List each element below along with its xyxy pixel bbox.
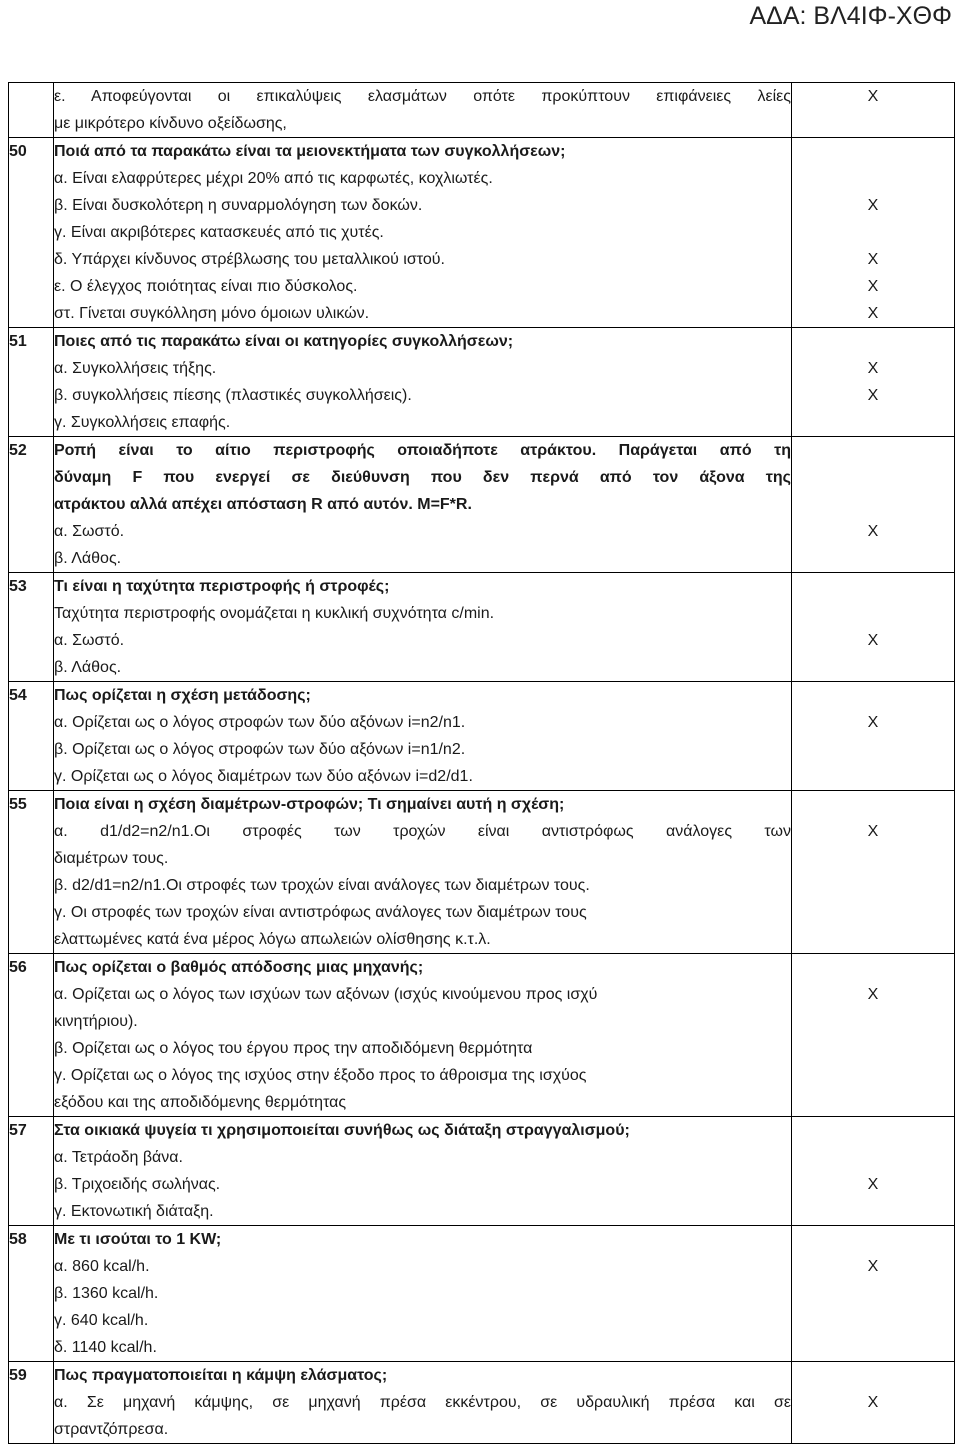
answer-mark [792, 1089, 954, 1116]
answer-mark [792, 682, 954, 709]
answer-mark [792, 464, 954, 491]
answer-mark: X [867, 88, 879, 105]
answer-mark [792, 736, 954, 763]
answer-mark [792, 845, 954, 872]
answer-line: γ. 640 kcal/h. [54, 1312, 149, 1329]
answer-mark [792, 328, 954, 355]
question-text-cell [54, 328, 792, 437]
answer-line: α. Σωστό. [54, 632, 125, 649]
answer-line: δ. 1140 kcal/h. [54, 1339, 157, 1356]
question-row [9, 573, 955, 682]
question-number [9, 954, 54, 1117]
answer-mark: X [867, 360, 879, 377]
answer-line: α. Τετράοδη βάνα. [54, 1149, 183, 1166]
question-row [9, 1117, 955, 1226]
question-line: Πως ορίζεται ο βαθμός απόδοσης μιας μηχανής; [54, 959, 424, 976]
answer-mark [792, 763, 954, 790]
answer-line: εξόδου και της αποδιδόμενης θερμότητας [54, 1094, 347, 1111]
answer-mark [792, 1280, 954, 1307]
answer-mark-cell [792, 1362, 955, 1444]
question-number [9, 83, 54, 138]
answer-mark: X [867, 197, 879, 214]
question-row [9, 328, 955, 437]
question-number-text: 53 [9, 578, 27, 595]
question-number-text: 55 [9, 796, 27, 813]
answer-mark [792, 219, 954, 246]
answer-line: γ. Ορίζεται ως ο λόγος διαμέτρων των δύο αξόνων i=d2/d1. [54, 768, 473, 785]
question-number [9, 573, 54, 682]
question-number-text: 56 [9, 959, 27, 976]
question-line: ατράκτου αλλά απέχει απόσταση R από αυτόν. M=F*R. [54, 496, 472, 513]
question-number [9, 437, 54, 573]
question-number-text: 52 [9, 442, 27, 459]
question-number-text: 57 [9, 1122, 27, 1139]
answer-line: στ. Γίνεται συγκόλληση μόνο όμοιων υλικών. [54, 305, 370, 322]
answer-mark [792, 110, 954, 137]
answer-mark [792, 1416, 954, 1443]
answer-line: α. Είναι ελαφρύτερες μέχρι 20% από τις καρφωτές, κοχλιωτές. [54, 170, 493, 187]
question-number-text [9, 83, 53, 110]
answer-mark [792, 1334, 954, 1361]
answer-line: β. Είναι δυσκολότερη η συναρμολόγηση των δοκών. [54, 197, 423, 214]
answer-mark [792, 165, 954, 192]
answer-mark [792, 654, 954, 681]
question-text-cell [54, 573, 792, 682]
answer-mark [792, 491, 954, 518]
answer-line: α. Ορίζεται ως ο λόγος των ισχύων των αξόνων (ισχύς κινούμενου προς ισχύ [54, 986, 598, 1003]
question-line: Ροπή είναι το αίτιο περιστροφής οποιαδήποτε ατράκτου. Παράγεται από τη [54, 442, 791, 459]
answer-mark-cell [792, 1226, 955, 1362]
question-row [9, 1226, 955, 1362]
answer-line: ε. Αποφεύγονται οι επικαλύψεις ελασμάτων οπότε προκύπτουν επιφάνειες λείες [54, 88, 791, 105]
question-row [9, 791, 955, 954]
question-line: Πως ορίζεται η σχέση μετάδοσης; [54, 687, 311, 704]
answer-mark-cell [792, 138, 955, 328]
question-row [9, 682, 955, 791]
answer-mark: X [867, 1176, 879, 1193]
answer-mark-cell [792, 791, 955, 954]
question-text-cell [54, 954, 792, 1117]
answer-mark: X [867, 1394, 879, 1411]
question-number [9, 328, 54, 437]
answer-line: ε. Ο έλεγχος ποιότητας είναι πιο δύσκολος. [54, 278, 358, 295]
answer-line: γ. Είναι ακριβότερες κατασκευές από τις χυτές. [54, 224, 384, 241]
question-line: Με τι ισούται το 1 KW; [54, 1231, 222, 1248]
answer-mark [792, 954, 954, 981]
answer-line: α. d1/d2=n2/n1.Οι στροφές των τροχών είναι αντιστρόφως ανάλογες των [54, 823, 791, 840]
answer-mark: X [867, 523, 879, 540]
question-number [9, 682, 54, 791]
question-number-text: 59 [9, 1367, 27, 1384]
answer-line: α. Σωστό. [54, 523, 125, 540]
answer-mark [792, 791, 954, 818]
question-text-cell [54, 791, 792, 954]
answer-mark: X [867, 632, 879, 649]
answer-line: γ. Εκτονωτική διάταξη. [54, 1203, 214, 1220]
question-number [9, 791, 54, 954]
answer-mark: X [867, 714, 879, 731]
answer-line: β. 1360 kcal/h. [54, 1285, 159, 1302]
question-number-text: 54 [9, 687, 27, 704]
answer-mark: X [867, 305, 879, 322]
answer-line: γ. Συγκολλήσεις επαφής. [54, 414, 231, 431]
answer-line: με μικρότερο κίνδυνο οξείδωσης, [54, 115, 287, 132]
question-text-cell [54, 1362, 792, 1444]
answer-mark [792, 545, 954, 572]
answer-mark [792, 1198, 954, 1225]
answer-line: α. 860 kcal/h. [54, 1258, 150, 1275]
answer-line: στραντζόπρεσα. [54, 1421, 169, 1438]
answer-mark [792, 1226, 954, 1253]
answer-mark [792, 872, 954, 899]
answer-mark [792, 1062, 954, 1089]
answer-mark: X [867, 986, 879, 1003]
answer-mark-cell [792, 573, 955, 682]
question-line: δύναμη F που ενεργεί σε διεύθυνση που δεν περνά από τον άξονα της [54, 469, 791, 486]
answer-line: Ταχύτητα περιστροφής ονομάζεται η κυκλική συχνότητα c/min. [54, 605, 495, 622]
question-line: Τι είναι η ταχύτητα περιστροφής ή στροφές; [54, 578, 390, 595]
answer-mark-cell [792, 83, 955, 138]
answer-mark [792, 1307, 954, 1334]
questions-table-body [9, 83, 955, 1444]
answer-mark-cell [792, 437, 955, 573]
answer-line: ελαττωμένες κατά ένα μέρος λόγω απωλειών ολίσθησης κ.τ.λ. [54, 931, 491, 948]
question-line: Στα οικιακά ψυγεία τι χρησιμοποιείται συνήθως ως διάταξη στραγγαλισμού; [54, 1122, 630, 1139]
answer-mark [792, 600, 954, 627]
question-number-text: 50 [9, 143, 27, 160]
answer-mark [792, 409, 954, 436]
answer-mark: X [867, 387, 879, 404]
answer-mark-cell [792, 328, 955, 437]
question-row [9, 138, 955, 328]
answer-line: β. Λάθος. [54, 659, 122, 676]
question-text-cell [54, 1226, 792, 1362]
answer-mark: X [867, 1258, 879, 1275]
answer-line: α. Συγκολλήσεις τήξης. [54, 360, 217, 377]
answer-line: γ. Οι στροφές των τροχών είναι αντιστρόφως ανάλογες των διαμέτρων τους [54, 904, 587, 921]
answer-line: δ. Υπάρχει κίνδυνος στρέβλωσης του μεταλλικού ιστού. [54, 251, 445, 268]
answer-line: β. d2/d1=n2/n1.Οι στροφές των τροχών είναι ανάλογες των διαμέτρων τους. [54, 877, 590, 894]
answer-mark [792, 899, 954, 926]
answer-mark [792, 926, 954, 953]
answer-mark [792, 1362, 954, 1389]
answer-mark: X [867, 823, 879, 840]
answer-line: α. Ορίζεται ως ο λόγος στροφών των δύο αξόνων i=n2/n1. [54, 714, 466, 731]
answer-line: β. Ορίζεται ως ο λόγος στροφών των δύο αξόνων i=n1/n2. [54, 741, 466, 758]
answer-mark: X [867, 278, 879, 295]
question-text-cell [54, 437, 792, 573]
answer-line: β. Λάθος. [54, 550, 122, 567]
question-line: Πως πραγματοποιείται η κάμψη ελάσματος; [54, 1367, 388, 1384]
questions-table [8, 82, 955, 1444]
question-row [9, 83, 955, 138]
answer-mark-cell [792, 682, 955, 791]
answer-line: β. Τριχοειδής σωλήνας. [54, 1176, 221, 1193]
question-number-text: 58 [9, 1231, 27, 1248]
answer-mark [792, 437, 954, 464]
answer-mark [792, 1008, 954, 1035]
answer-mark: X [867, 251, 879, 268]
answer-mark [792, 138, 954, 165]
answer-line: α. Σε μηχανή κάμψης, σε μηχανή πρέσα εκκέντρου, σε υδραυλική πρέσα και σε [54, 1394, 791, 1411]
answer-line: β. Ορίζεται ως ο λόγος του έργου προς την αποδιδόμενη θερμότητα [54, 1040, 533, 1057]
question-number [9, 1117, 54, 1226]
question-text-cell [54, 138, 792, 328]
question-number [9, 138, 54, 328]
question-number [9, 1362, 54, 1444]
question-number-text: 51 [9, 333, 27, 350]
answer-mark [792, 1035, 954, 1062]
question-line: Ποια είναι η σχέση διαμέτρων-στροφών; Τι σημαίνει αυτή η σχέση; [54, 796, 565, 813]
answer-mark-cell [792, 1117, 955, 1226]
question-text-cell [54, 83, 792, 138]
answer-mark [792, 1117, 954, 1144]
question-text-cell [54, 682, 792, 791]
question-row [9, 437, 955, 573]
answer-mark [792, 573, 954, 600]
answer-line: κινητήριου). [54, 1013, 138, 1030]
question-line: Ποιά από τα παρακάτω είναι τα μειονεκτήματα των συγκολλήσεων; [54, 143, 566, 160]
question-row [9, 1362, 955, 1444]
document-code: ΑΔΑ: ΒΛ4ΙΦ-ΧΘΦ [749, 2, 952, 30]
answer-mark [792, 1144, 954, 1171]
answer-line: διαμέτρων τους. [54, 850, 169, 867]
answer-line: γ. Ορίζεται ως ο λόγος της ισχύος στην έξοδο προς το άθροισμα της ισχύος [54, 1067, 587, 1084]
answer-line: β. συγκολλήσεις πίεσης (πλαστικές συγκολλήσεις). [54, 387, 412, 404]
question-number [9, 1226, 54, 1362]
question-line: Ποιες από τις παρακάτω είναι οι κατηγορίες συγκολλήσεων; [54, 333, 514, 350]
question-row [9, 954, 955, 1117]
answer-mark-cell [792, 954, 955, 1117]
question-text-cell [54, 1117, 792, 1226]
